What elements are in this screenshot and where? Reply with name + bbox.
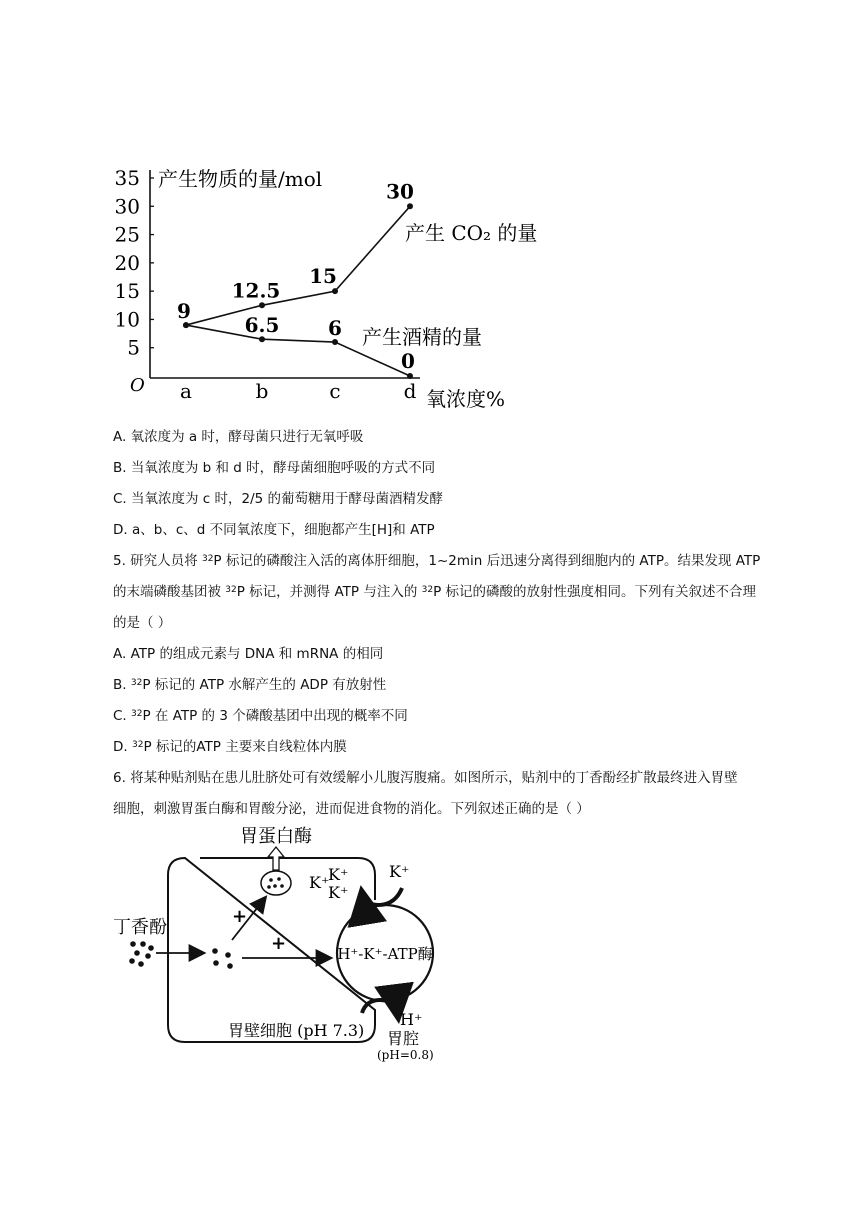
q5-option-d: D. $^{32}$P 标记的ATP 主要来自线粒体内膜 [113, 739, 347, 755]
pepsin-label: 胃蛋白酶 [240, 826, 312, 847]
x-tick-label: a [180, 379, 192, 403]
q5-option-c: C. $^{32}$P 在 ATP 的 3 个磷酸基团中出现的概率不同 [113, 708, 408, 724]
y-tick-label: 20 [114, 250, 140, 275]
plus-sign-2: + [271, 933, 287, 954]
plus-sign-1: + [232, 906, 248, 927]
q5-option-a: A. ATP 的组成元素与 DNA 和 mRNA 的相同 [113, 646, 384, 662]
data-label: 6 [328, 316, 342, 341]
q4-option-a: A. 氧浓度为 a 时，酵母菌只进行无氧呼吸 [113, 429, 364, 445]
q6-stem-line2: 细胞，刺激胃蛋白酶和胃酸分泌，进而促进食物的消化。下列叙述正确的是（ ） [113, 801, 590, 817]
y-tick-label: 10 [114, 307, 140, 332]
x-tick-label: d [403, 379, 417, 403]
q4-option-b: B. 当氧浓度为 b 和 d 时，酵母菌细胞呼吸的方式不同 [113, 460, 436, 476]
lumen-ph-label: (pH=0.8) [377, 1048, 434, 1062]
y-tick-label: 35 [114, 166, 140, 190]
q6-stem-line1: 6. 将某种贴剂贴在患儿肚脐处可有效缓解小儿腹泻腹痛。如图所示，贴剂中的丁香酚经扩散最终进入胃壁 [113, 770, 738, 786]
y-tick-label: 5 [127, 335, 140, 360]
lumen-label: 胃腔 [387, 1029, 420, 1048]
x-tick-label: c [329, 379, 341, 403]
origin-label: O [130, 375, 145, 396]
cell-label: 胃壁细胞 (pH 7.3) [228, 1021, 365, 1040]
h-ion-label: H⁺ [400, 1010, 423, 1029]
data-label: 6.5 [244, 313, 280, 338]
pepsin-vesicle [261, 871, 291, 895]
y-axis-title: 产生物质的量/mol [158, 167, 323, 191]
q5-stem-line2: 的末端磷酸基团被 $^{32}$P 标记，并测得 ATP 与注入的 $^{32}$P 标记的磷酸的放射性强度相同。下列有关叙述不合理 [113, 584, 757, 600]
x-axis-title: 氧浓度% [426, 387, 506, 411]
y-tick-label: 15 [114, 279, 140, 304]
eugenol-molecules-inside [212, 948, 233, 969]
data-label: 9 [177, 299, 191, 324]
data-label: 12.5 [231, 278, 281, 303]
eugenol-label: 丁香酚 [113, 917, 167, 938]
k-ion-outside: K⁺ [389, 862, 410, 881]
q4-option-c: C. 当氧浓度为 c 时，2/5 的葡萄糖用于酵母菌酒精发酵 [113, 491, 444, 507]
q5-stem-line1: 5. 研究人员将 $^{32}$P 标记的磷酸注入活的离体肝细胞，1~2min 后迅速分离得到细胞内的 ATP。结果发现 ATP [113, 553, 761, 569]
pump-label: H⁺-K⁺-ATP酶 [337, 945, 433, 963]
k-inbound-arrow [362, 888, 402, 905]
q5-option-b: B. $^{32}$P 标记的 ATP 水解产生的 ADP 有放射性 [113, 677, 387, 693]
q4-option-d: D. a、b、c、d 不同氧浓度下，细胞都产生[H]和 ATP [113, 522, 435, 538]
series-label-alcohol: 产生酒精的量 [362, 325, 482, 349]
series-label-co2: 产生 CO₂ 的量 [405, 221, 538, 245]
y-tick-label: 30 [114, 194, 140, 219]
data-label: 15 [309, 264, 337, 289]
k-ion-inside-2: K⁺ [328, 865, 349, 884]
k-ion-inside-1: K⁺ [309, 873, 330, 892]
eugenol-molecules-outside [129, 941, 154, 967]
q5-stem-line3: 的是（ ） [113, 615, 172, 631]
data-label: 0 [401, 349, 415, 373]
data-label: 30 [386, 179, 414, 204]
x-tick-label: b [255, 379, 269, 403]
k-ion-inside-3: K⁺ [328, 883, 349, 902]
y-tick-label: 25 [114, 222, 140, 247]
h-outbound-arrow [362, 1000, 398, 1016]
